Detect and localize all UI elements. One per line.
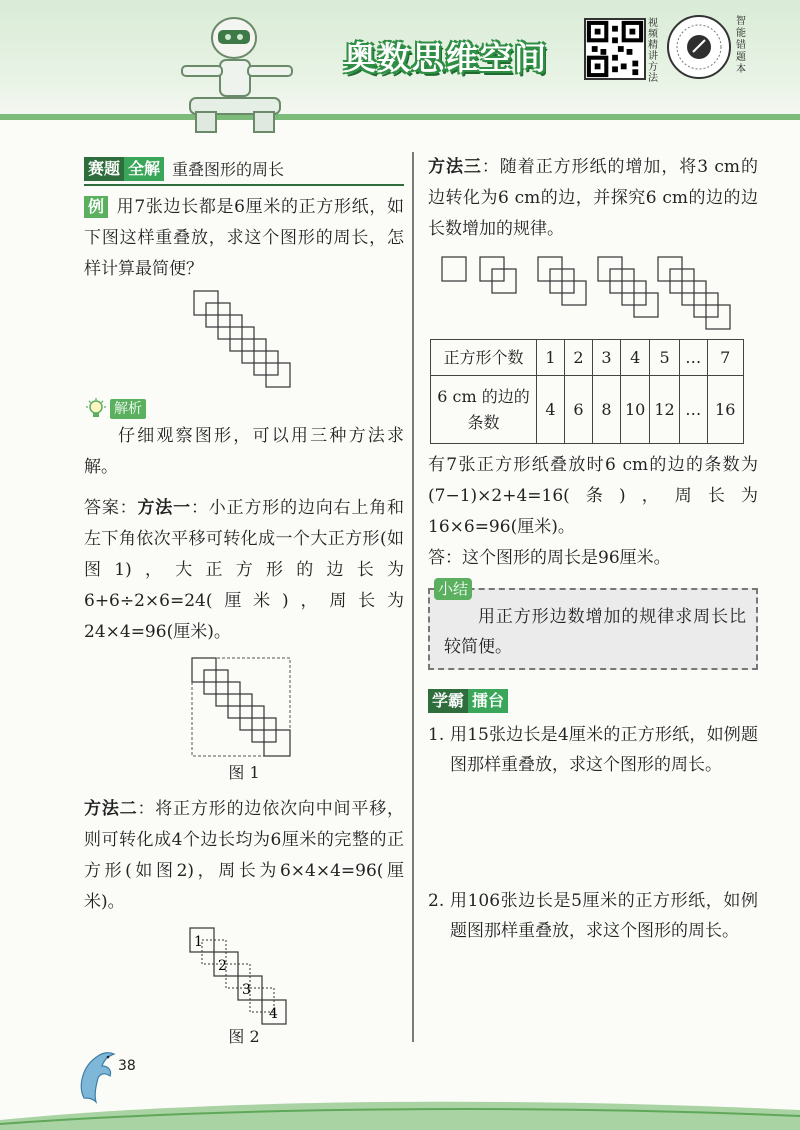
summary-text: 用正方形边数增加的规律求周长比较简便。 <box>444 607 746 657</box>
method-2-text: ：将正方形的边依次向中间平移，则可转化成4个边长均为6厘米的完整的正方形(如图2)，周长为6×4×4=96(厘米)。 <box>84 799 405 912</box>
column-divider <box>412 152 414 1042</box>
method-1-label: 方法一 <box>137 498 191 518</box>
analysis-tag: 解析 <box>110 399 146 419</box>
figure-2-label-4: 4 <box>269 1006 278 1022</box>
figure-2-caption: 图 2 <box>228 1027 260 1046</box>
robot-illustration <box>150 8 330 136</box>
lightbulb-icon <box>84 397 108 421</box>
summary-box <box>428 580 758 670</box>
question-2-text: 用106张边长是5厘米的正方形纸，如例题图那样重叠放，求这个图形的周长。 <box>450 891 758 941</box>
mini-program-badge-icon[interactable] <box>666 14 732 80</box>
table-cell: 2 <box>565 340 593 376</box>
figure-2-label-2: 2 <box>218 958 227 974</box>
table-cell: 4 <box>621 340 650 376</box>
method-3-label: 方法三 <box>428 157 482 177</box>
table-cell: 正方形个数 <box>431 340 537 376</box>
section-tag-2: 全解 <box>124 157 164 181</box>
footer-wave <box>0 1090 800 1130</box>
example-problem <box>84 192 404 285</box>
method-2 <box>84 794 404 918</box>
summary-tag: 小结 <box>434 578 472 600</box>
figure-2 <box>84 926 404 1026</box>
analysis-header <box>84 397 404 421</box>
table-row <box>431 376 744 444</box>
method-3-text: ：随着正方形纸的增加，将3 cm的边转化为6 cm的边，并探究6 cm的边的边长数增加的规律。 <box>428 157 758 239</box>
table-cell: 6 cm 的边的条数 <box>431 376 537 444</box>
header-title: 奥数思维空间 <box>343 39 548 77</box>
table-cell: 3 <box>593 340 621 376</box>
table-cell: 6 <box>565 376 593 444</box>
example-text: 用7张边长都是6厘米的正方形纸，如下图这样重叠放，求这个图形的周长，怎样计算最简便？ <box>84 197 404 279</box>
pattern-figure <box>428 253 758 333</box>
section-header-competition <box>84 156 404 182</box>
question-1 <box>428 720 758 780</box>
table-cell: 10 <box>621 376 650 444</box>
table-cell: 8 <box>593 376 621 444</box>
figure-1 <box>84 656 404 762</box>
section-header-challenge <box>428 688 758 714</box>
answer-text: 答：这个图形的周长是96厘米。 <box>428 548 671 568</box>
figure-2-label-1: 1 <box>194 934 203 950</box>
section-tag-1: 赛题 <box>84 157 124 181</box>
conclusion-text: 有7张正方形纸叠放时6 cm的边的条数为(7−1)×2+4=16(条)，周长为16×6=96(厘米)。 <box>428 455 758 537</box>
method-1-text: ：小正方形的边向右上角和左下角依次平移可转化成一个大正方形(如图1)，大正方形的边长为6+6÷2×6=24(厘米)，周长为24×4=96(厘米)。 <box>84 498 405 642</box>
table-row <box>431 340 744 376</box>
table-cell: 5 <box>650 340 679 376</box>
question-2 <box>428 886 758 946</box>
qr-code-icon[interactable] <box>584 18 646 80</box>
question-1-text: 用15张边长是4厘米的正方形纸，如例题图那样重叠放，求这个图形的周长。 <box>450 725 758 775</box>
method-1 <box>84 493 404 648</box>
answer-prefix: 答案： <box>84 498 138 518</box>
analysis-text: 仔细观察图形，可以用三种方法求解。 <box>84 426 404 477</box>
challenge-tag-2: 擂台 <box>468 689 508 713</box>
table-cell: 16 <box>707 376 743 444</box>
table-cell: … <box>679 340 707 376</box>
method-3 <box>428 152 758 245</box>
header-divider <box>0 114 800 120</box>
table-cell: 12 <box>650 376 679 444</box>
question-2-number: 2. <box>428 891 445 911</box>
pattern-table <box>430 339 744 444</box>
example-tag: 例 <box>84 196 108 218</box>
method-2-label: 方法二 <box>84 799 138 819</box>
figure-1-caption: 图 1 <box>228 763 260 782</box>
badge-label: 智能错题本 <box>736 16 746 75</box>
question-1-number: 1. <box>428 725 445 745</box>
page-number: 38 <box>118 1058 136 1074</box>
figure-2-label-3: 3 <box>242 982 251 998</box>
challenge-tag-1: 学霸 <box>428 689 468 713</box>
example-figure <box>84 289 404 389</box>
section-title: 重叠图形的周长 <box>172 159 285 179</box>
left-column <box>84 156 404 1048</box>
qr-label: 视频精讲方法 <box>648 18 658 84</box>
table-cell: … <box>679 376 707 444</box>
right-column <box>428 152 758 946</box>
table-cell: 1 <box>537 340 565 376</box>
table-cell: 7 <box>707 340 743 376</box>
table-cell: 4 <box>537 376 565 444</box>
